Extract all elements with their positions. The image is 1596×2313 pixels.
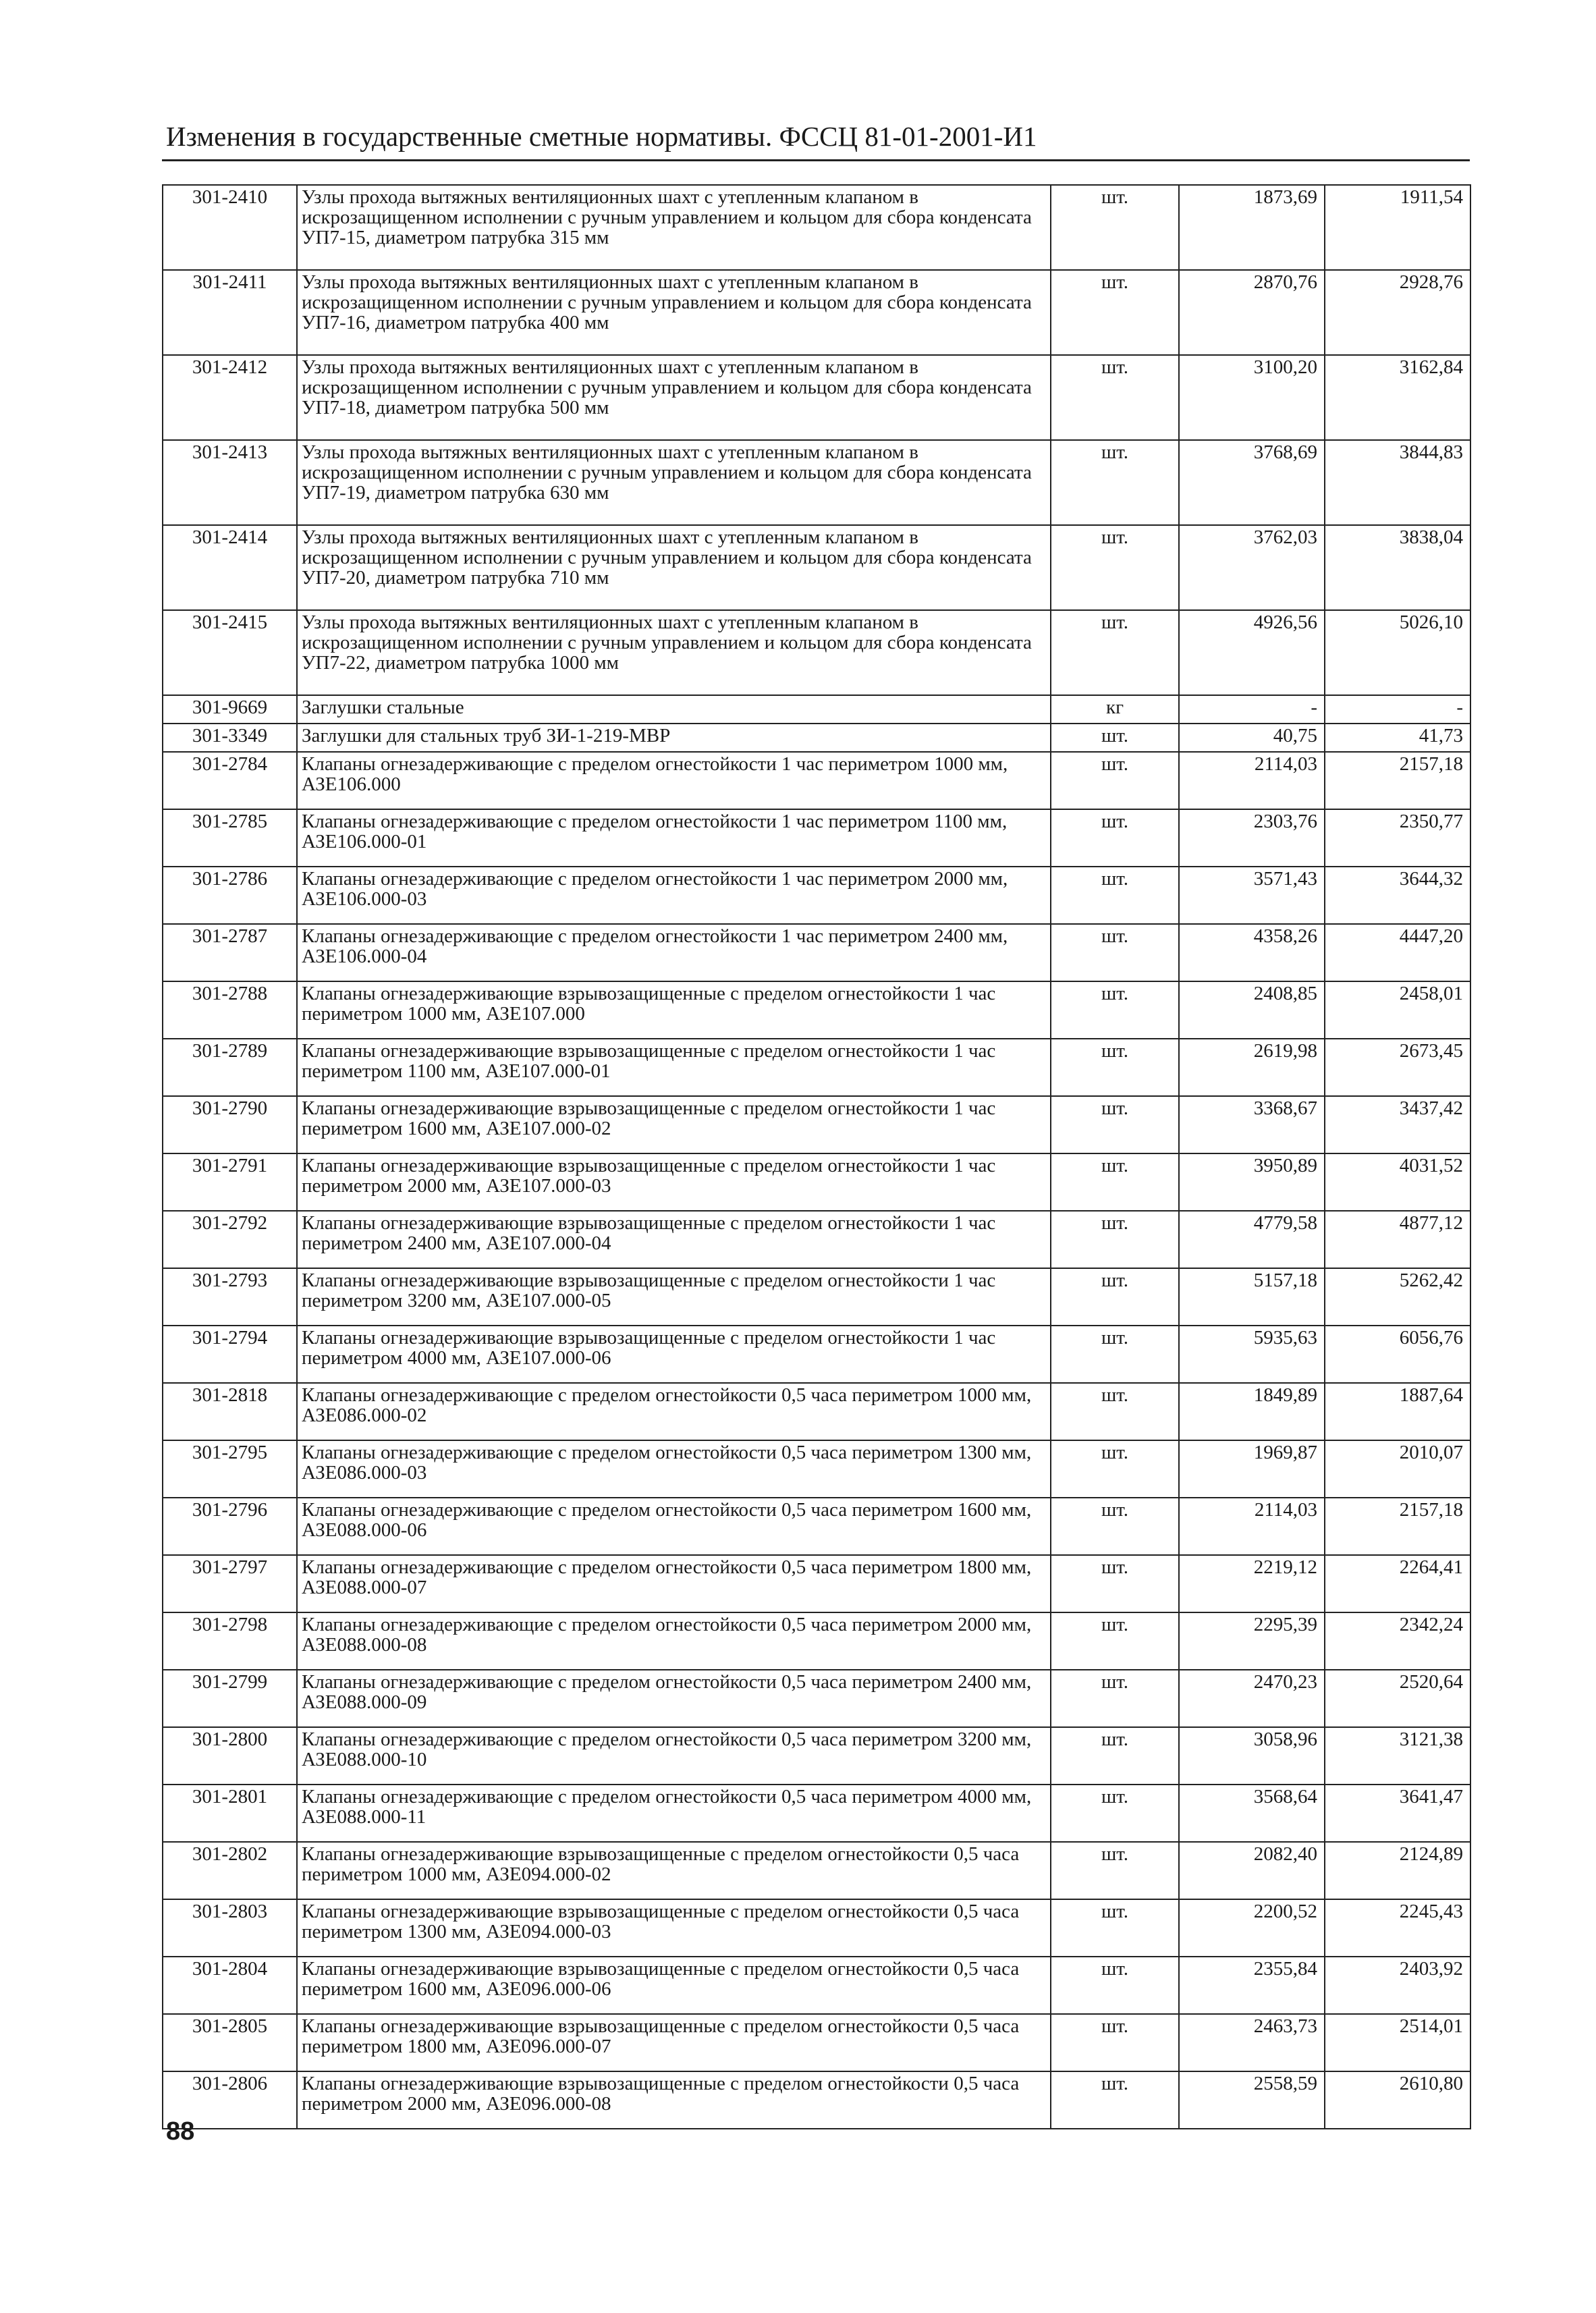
unit-cell: шт. bbox=[1051, 2071, 1179, 2129]
price-cell: 4877,12 bbox=[1325, 1211, 1470, 1268]
price-cell: 2355,84 bbox=[1179, 1957, 1325, 2014]
table-row bbox=[163, 695, 1470, 724]
code-cell: 301-2802 bbox=[163, 1842, 297, 1899]
price-cell: 1887,64 bbox=[1325, 1383, 1470, 1440]
price-cell: 2010,07 bbox=[1325, 1440, 1470, 1498]
price-cell: 40,75 bbox=[1179, 724, 1325, 752]
unit-cell: кг bbox=[1051, 695, 1179, 724]
price-cell: 2470,23 bbox=[1179, 1670, 1325, 1727]
price-cell: 2157,18 bbox=[1325, 752, 1470, 809]
code-cell: 301-2789 bbox=[163, 1039, 297, 1096]
page-header: Изменения в государственные сметные нормативы. ФССЦ 81-01-2001-И1 bbox=[166, 121, 1037, 152]
table-row bbox=[163, 2014, 1470, 2071]
unit-cell: шт. bbox=[1051, 440, 1179, 525]
description-cell: Клапаны огнезадерживающие с пределом огнестойкости 0,5 часа периметром 4000 мм, АЗЕ088.000-11 bbox=[297, 1785, 1051, 1842]
unit-cell: шт. bbox=[1051, 924, 1179, 981]
unit-cell: шт. bbox=[1051, 1899, 1179, 1957]
price-cell: 3838,04 bbox=[1325, 525, 1470, 610]
description-cell: Клапаны огнезадерживающие с пределом огнестойкости 0,5 часа периметром 1600 мм, АЗЕ088.000-06 bbox=[297, 1498, 1051, 1555]
unit-cell: шт. bbox=[1051, 1326, 1179, 1383]
price-cell: 2610,80 bbox=[1325, 2071, 1470, 2129]
table-row bbox=[163, 1899, 1470, 1957]
description-cell: Клапаны огнезадерживающие взрывозащищенные с пределом огнестойкости 0,5 часа периметром 1300 мм, АЗЕ094.000-03 bbox=[297, 1899, 1051, 1957]
price-cell: 4447,20 bbox=[1325, 924, 1470, 981]
table-row bbox=[163, 1670, 1470, 1727]
price-cell: 6056,76 bbox=[1325, 1326, 1470, 1383]
table-row bbox=[163, 1326, 1470, 1383]
code-cell: 301-2414 bbox=[163, 525, 297, 610]
code-cell: 301-2794 bbox=[163, 1326, 297, 1383]
description-cell: Клапаны огнезадерживающие с пределом огнестойкости 0,5 часа периметром 3200 мм, АЗЕ088.000-10 bbox=[297, 1727, 1051, 1785]
code-cell: 301-2412 bbox=[163, 355, 297, 440]
page-number: 88 bbox=[166, 2117, 195, 2146]
table-body bbox=[163, 185, 1470, 2129]
description-cell: Клапаны огнезадерживающие с пределом огнестойкости 0,5 часа периметром 1000 мм, АЗЕ086.000-02 bbox=[297, 1383, 1051, 1440]
table-row bbox=[163, 752, 1470, 809]
price-cell: 2114,03 bbox=[1179, 752, 1325, 809]
price-cell: 3162,84 bbox=[1325, 355, 1470, 440]
table-row bbox=[163, 1842, 1470, 1899]
code-cell: 301-2415 bbox=[163, 610, 297, 695]
price-cell: 3950,89 bbox=[1179, 1153, 1325, 1211]
price-cell: 3641,47 bbox=[1325, 1785, 1470, 1842]
code-cell: 301-2788 bbox=[163, 981, 297, 1039]
price-cell: 3058,96 bbox=[1179, 1727, 1325, 1785]
unit-cell: шт. bbox=[1051, 1096, 1179, 1153]
code-cell: 301-2800 bbox=[163, 1727, 297, 1785]
code-cell: 301-2803 bbox=[163, 1899, 297, 1957]
price-cell: 2463,73 bbox=[1179, 2014, 1325, 2071]
code-cell: 301-2785 bbox=[163, 809, 297, 867]
table-row bbox=[163, 924, 1470, 981]
price-cell: 2082,40 bbox=[1179, 1842, 1325, 1899]
price-cell: 2870,76 bbox=[1179, 270, 1325, 355]
price-cell: 2200,52 bbox=[1179, 1899, 1325, 1957]
table-row bbox=[163, 1383, 1470, 1440]
description-cell: Клапаны огнезадерживающие с пределом огнестойкости 1 час периметром 2400 мм, АЗЕ106.000-04 bbox=[297, 924, 1051, 981]
unit-cell: шт. bbox=[1051, 1211, 1179, 1268]
table-row bbox=[163, 185, 1470, 270]
code-cell: 301-2798 bbox=[163, 1612, 297, 1670]
table-row bbox=[163, 1096, 1470, 1153]
table-row bbox=[163, 1555, 1470, 1612]
code-cell: 301-2799 bbox=[163, 1670, 297, 1727]
code-cell: 301-2804 bbox=[163, 1957, 297, 2014]
price-cell: 2514,01 bbox=[1325, 2014, 1470, 2071]
table-row bbox=[163, 1039, 1470, 1096]
table-row bbox=[163, 270, 1470, 355]
price-cell: 1911,54 bbox=[1325, 185, 1470, 270]
unit-cell: шт. bbox=[1051, 1498, 1179, 1555]
price-cell: 3571,43 bbox=[1179, 867, 1325, 924]
code-cell: 301-2787 bbox=[163, 924, 297, 981]
price-cell: 2558,59 bbox=[1179, 2071, 1325, 2129]
price-cell: 2342,24 bbox=[1325, 1612, 1470, 1670]
code-cell: 301-2795 bbox=[163, 1440, 297, 1498]
table-row bbox=[163, 1727, 1470, 1785]
table-row bbox=[163, 525, 1470, 610]
price-cell: 4358,26 bbox=[1179, 924, 1325, 981]
code-cell: 301-3349 bbox=[163, 724, 297, 752]
description-cell: Узлы прохода вытяжных вентиляционных шахт с утепленным клапаном в искрозащищенном исполнении с ручным управлением и кольцом для сбора конденсата УП7-16, диаметром патрубка 400 мм bbox=[297, 270, 1051, 355]
price-cell: 2219,12 bbox=[1179, 1555, 1325, 1612]
price-cell: 2458,01 bbox=[1325, 981, 1470, 1039]
code-cell: 301-2797 bbox=[163, 1555, 297, 1612]
price-cell: 3100,20 bbox=[1179, 355, 1325, 440]
description-cell: Клапаны огнезадерживающие с пределом огнестойкости 1 час периметром 1000 мм, АЗЕ106.000 bbox=[297, 752, 1051, 809]
unit-cell: шт. bbox=[1051, 1383, 1179, 1440]
price-cell: 2303,76 bbox=[1179, 809, 1325, 867]
price-cell: 1849,89 bbox=[1179, 1383, 1325, 1440]
price-cell: 2520,64 bbox=[1325, 1670, 1470, 1727]
table-row bbox=[163, 1957, 1470, 2014]
table-row bbox=[163, 809, 1470, 867]
description-cell: Заглушки для стальных труб ЗИ-1-219-МВР bbox=[297, 724, 1051, 752]
code-cell: 301-2410 bbox=[163, 185, 297, 270]
code-cell: 301-2786 bbox=[163, 867, 297, 924]
price-cell: 2114,03 bbox=[1179, 1498, 1325, 1555]
price-cell: 2408,85 bbox=[1179, 981, 1325, 1039]
table-row bbox=[163, 1785, 1470, 1842]
unit-cell: шт. bbox=[1051, 1153, 1179, 1211]
price-cell: 4031,52 bbox=[1325, 1153, 1470, 1211]
unit-cell: шт. bbox=[1051, 1957, 1179, 2014]
price-cell: 2157,18 bbox=[1325, 1498, 1470, 1555]
table-row bbox=[163, 610, 1470, 695]
description-cell: Клапаны огнезадерживающие взрывозащищенные с пределом огнестойкости 1 час периметром 1600 мм, АЗЕ107.000-02 bbox=[297, 1096, 1051, 1153]
description-cell: Клапаны огнезадерживающие взрывозащищенные с пределом огнестойкости 0,5 часа периметром 1800 мм, АЗЕ096.000-07 bbox=[297, 2014, 1051, 2071]
price-cell: - bbox=[1179, 695, 1325, 724]
table-row bbox=[163, 1153, 1470, 1211]
unit-cell: шт. bbox=[1051, 610, 1179, 695]
unit-cell: шт. bbox=[1051, 1727, 1179, 1785]
code-cell: 301-2790 bbox=[163, 1096, 297, 1153]
table-row bbox=[163, 1498, 1470, 1555]
table-row bbox=[163, 2071, 1470, 2129]
description-cell: Узлы прохода вытяжных вентиляционных шахт с утепленным клапаном в искрозащищенном исполнении с ручным управлением и кольцом для сбора конденсата УП7-22, диаметром патрубка 1000 мм bbox=[297, 610, 1051, 695]
unit-cell: шт. bbox=[1051, 270, 1179, 355]
price-cell: 3121,38 bbox=[1325, 1727, 1470, 1785]
price-cell: 4779,58 bbox=[1179, 1211, 1325, 1268]
price-cell: 3437,42 bbox=[1325, 1096, 1470, 1153]
unit-cell: шт. bbox=[1051, 1039, 1179, 1096]
code-cell: 301-2796 bbox=[163, 1498, 297, 1555]
price-cell: 2619,98 bbox=[1179, 1039, 1325, 1096]
price-cell: 41,73 bbox=[1325, 724, 1470, 752]
code-cell: 301-2413 bbox=[163, 440, 297, 525]
unit-cell: шт. bbox=[1051, 1555, 1179, 1612]
price-cell: 5935,63 bbox=[1179, 1326, 1325, 1383]
header-rule bbox=[162, 159, 1470, 161]
unit-cell: шт. bbox=[1051, 1785, 1179, 1842]
code-cell: 301-2792 bbox=[163, 1211, 297, 1268]
price-cell: 3368,67 bbox=[1179, 1096, 1325, 1153]
unit-cell: шт. bbox=[1051, 2014, 1179, 2071]
unit-cell: шт. bbox=[1051, 752, 1179, 809]
code-cell: 301-2784 bbox=[163, 752, 297, 809]
price-cell: 3568,64 bbox=[1179, 1785, 1325, 1842]
description-cell: Клапаны огнезадерживающие взрывозащищенные с пределом огнестойкости 1 час периметром 4000 мм, АЗЕ107.000-06 bbox=[297, 1326, 1051, 1383]
table-row bbox=[163, 355, 1470, 440]
code-cell: 301-2806 bbox=[163, 2071, 297, 2129]
unit-cell: шт. bbox=[1051, 355, 1179, 440]
description-cell: Клапаны огнезадерживающие с пределом огнестойкости 0,5 часа периметром 1300 мм, АЗЕ086.000-03 bbox=[297, 1440, 1051, 1498]
table-row bbox=[163, 1268, 1470, 1326]
price-table bbox=[162, 184, 1471, 2129]
price-cell: 2295,39 bbox=[1179, 1612, 1325, 1670]
description-cell: Узлы прохода вытяжных вентиляционных шахт с утепленным клапаном в искрозащищенном исполнении с ручным управлением и кольцом для сбора конденсата УП7-20, диаметром патрубка 710 мм bbox=[297, 525, 1051, 610]
description-cell: Клапаны огнезадерживающие взрывозащищенные с пределом огнестойкости 1 час периметром 1000 мм, АЗЕ107.000 bbox=[297, 981, 1051, 1039]
price-cell: 5157,18 bbox=[1179, 1268, 1325, 1326]
unit-cell: шт. bbox=[1051, 724, 1179, 752]
table-row bbox=[163, 1211, 1470, 1268]
description-cell: Клапаны огнезадерживающие с пределом огнестойкости 0,5 часа периметром 2000 мм, АЗЕ088.000-08 bbox=[297, 1612, 1051, 1670]
unit-cell: шт. bbox=[1051, 867, 1179, 924]
unit-cell: шт. bbox=[1051, 525, 1179, 610]
description-cell: Клапаны огнезадерживающие взрывозащищенные с пределом огнестойкости 1 час периметром 1100 мм, АЗЕ107.000-01 bbox=[297, 1039, 1051, 1096]
description-cell: Клапаны огнезадерживающие с пределом огнестойкости 1 час периметром 2000 мм, АЗЕ106.000-03 bbox=[297, 867, 1051, 924]
code-cell: 301-2791 bbox=[163, 1153, 297, 1211]
price-cell: 2350,77 bbox=[1325, 809, 1470, 867]
price-cell: 1873,69 bbox=[1179, 185, 1325, 270]
price-cell: 5262,42 bbox=[1325, 1268, 1470, 1326]
table-row bbox=[163, 1612, 1470, 1670]
unit-cell: шт. bbox=[1051, 1268, 1179, 1326]
table-row bbox=[163, 724, 1470, 752]
description-cell: Клапаны огнезадерживающие с пределом огнестойкости 1 час периметром 1100 мм, АЗЕ106.000-01 bbox=[297, 809, 1051, 867]
unit-cell: шт. bbox=[1051, 981, 1179, 1039]
description-cell: Узлы прохода вытяжных вентиляционных шахт с утепленным клапаном в искрозащищенном исполнении с ручным управлением и кольцом для сбора конденсата УП7-19, диаметром патрубка 630 мм bbox=[297, 440, 1051, 525]
price-cell: 2124,89 bbox=[1325, 1842, 1470, 1899]
unit-cell: шт. bbox=[1051, 1670, 1179, 1727]
code-cell: 301-2805 bbox=[163, 2014, 297, 2071]
price-cell: 2264,41 bbox=[1325, 1555, 1470, 1612]
description-cell: Клапаны огнезадерживающие взрывозащищенные с пределом огнестойкости 1 час периметром 2400 мм, АЗЕ107.000-04 bbox=[297, 1211, 1051, 1268]
price-cell: 3644,32 bbox=[1325, 867, 1470, 924]
description-cell: Узлы прохода вытяжных вентиляционных шахт с утепленным клапаном в искрозащищенном исполнении с ручным управлением и кольцом для сбора конденсата УП7-18, диаметром патрубка 500 мм bbox=[297, 355, 1051, 440]
unit-cell: шт. bbox=[1051, 1612, 1179, 1670]
description-cell: Узлы прохода вытяжных вентиляционных шахт с утепленным клапаном в искрозащищенном исполнении с ручным управлением и кольцом для сбора конденсата УП7-15, диаметром патрубка 315 мм bbox=[297, 185, 1051, 270]
code-cell: 301-2801 bbox=[163, 1785, 297, 1842]
price-cell: 2928,76 bbox=[1325, 270, 1470, 355]
table-row bbox=[163, 981, 1470, 1039]
price-cell: 4926,56 bbox=[1179, 610, 1325, 695]
price-cell: 3768,69 bbox=[1179, 440, 1325, 525]
description-cell: Клапаны огнезадерживающие взрывозащищенные с пределом огнестойкости 0,5 часа периметром 1600 мм, АЗЕ096.000-06 bbox=[297, 1957, 1051, 2014]
price-cell: 2245,43 bbox=[1325, 1899, 1470, 1957]
unit-cell: шт. bbox=[1051, 1842, 1179, 1899]
table-row bbox=[163, 1440, 1470, 1498]
table-row bbox=[163, 440, 1470, 525]
description-cell: Клапаны огнезадерживающие взрывозащищенные с пределом огнестойкости 0,5 часа периметром 1000 мм, АЗЕ094.000-02 bbox=[297, 1842, 1051, 1899]
code-cell: 301-9669 bbox=[163, 695, 297, 724]
price-cell: 3844,83 bbox=[1325, 440, 1470, 525]
description-cell: Клапаны огнезадерживающие взрывозащищенные с пределом огнестойкости 1 час периметром 3200 мм, АЗЕ107.000-05 bbox=[297, 1268, 1051, 1326]
unit-cell: шт. bbox=[1051, 809, 1179, 867]
price-cell: - bbox=[1325, 695, 1470, 724]
description-cell: Клапаны огнезадерживающие взрывозащищенные с пределом огнестойкости 1 час периметром 2000 мм, АЗЕ107.000-03 bbox=[297, 1153, 1051, 1211]
price-cell: 3762,03 bbox=[1179, 525, 1325, 610]
price-cell: 1969,87 bbox=[1179, 1440, 1325, 1498]
description-cell: Клапаны огнезадерживающие взрывозащищенные с пределом огнестойкости 0,5 часа периметром 2000 мм, АЗЕ096.000-08 bbox=[297, 2071, 1051, 2129]
unit-cell: шт. bbox=[1051, 1440, 1179, 1498]
price-cell: 5026,10 bbox=[1325, 610, 1470, 695]
description-cell: Клапаны огнезадерживающие с пределом огнестойкости 0,5 часа периметром 2400 мм, АЗЕ088.000-09 bbox=[297, 1670, 1051, 1727]
price-cell: 2403,92 bbox=[1325, 1957, 1470, 2014]
description-cell: Клапаны огнезадерживающие с пределом огнестойкости 0,5 часа периметром 1800 мм, АЗЕ088.000-07 bbox=[297, 1555, 1051, 1612]
code-cell: 301-2818 bbox=[163, 1383, 297, 1440]
description-cell: Заглушки стальные bbox=[297, 695, 1051, 724]
code-cell: 301-2793 bbox=[163, 1268, 297, 1326]
unit-cell: шт. bbox=[1051, 185, 1179, 270]
code-cell: 301-2411 bbox=[163, 270, 297, 355]
price-cell: 2673,45 bbox=[1325, 1039, 1470, 1096]
table-row bbox=[163, 867, 1470, 924]
